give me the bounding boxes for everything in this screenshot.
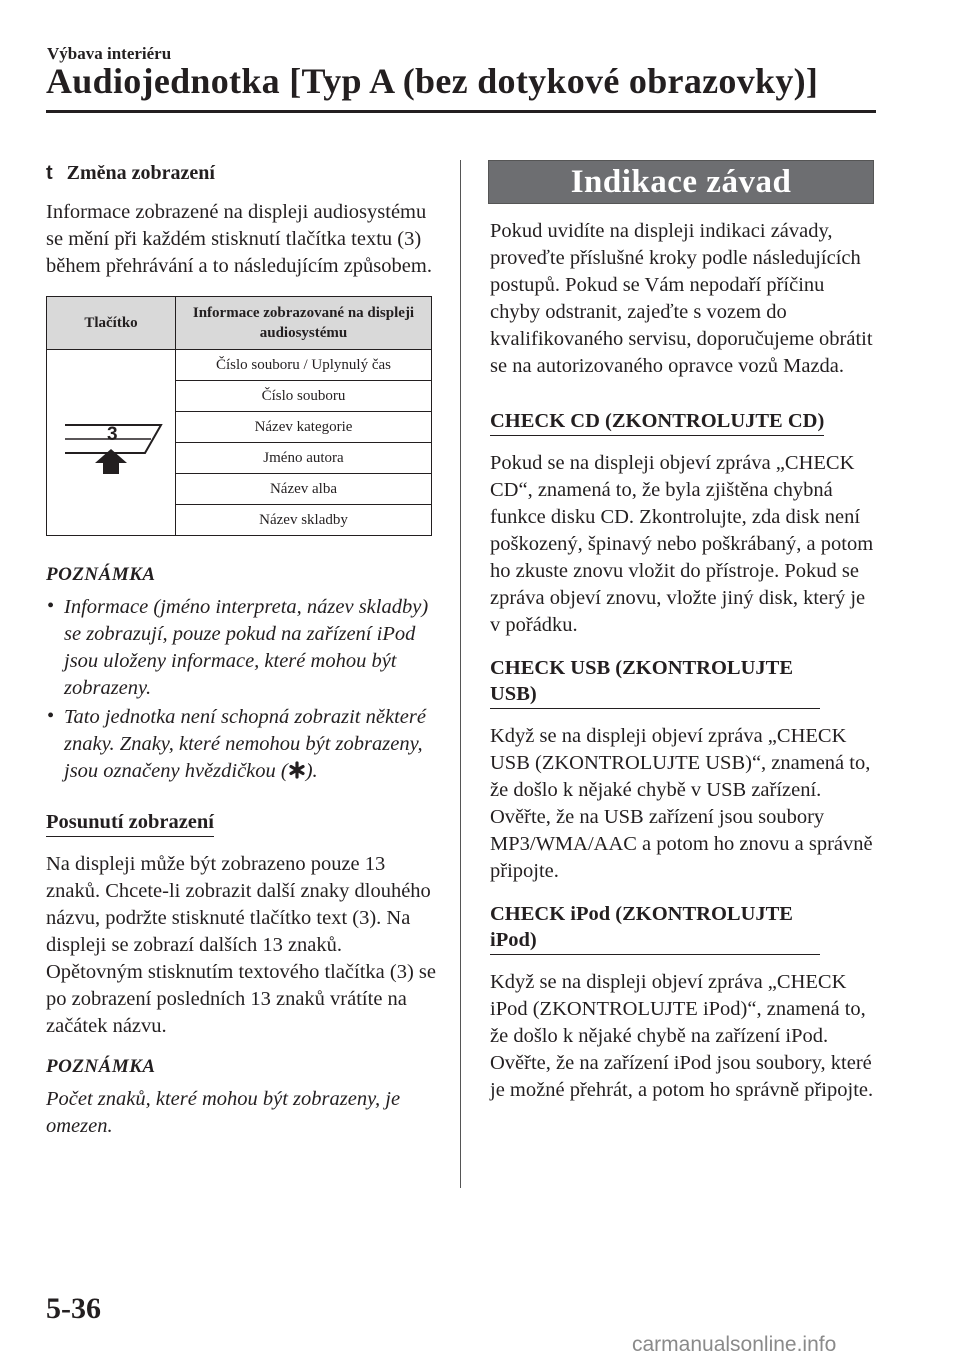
note-paren-open: ( <box>280 760 288 782</box>
scroll-display-text: Na displeji může být zobrazeno pouze 13 znaků. Chcete-li zobrazit další znaky dlouhého názvu, podržte stisknuté tlačítko text (3). Na displeji se zobrazí dalších 13 znaků. Opětovným stisknutím textového tlačítka (3) se po zobrazení posledních 13 znaků vrátíte na začátek názvu. <box>46 853 437 1037</box>
scroll-display-heading: Posunutí zobrazení <box>46 809 214 837</box>
display-info-table <box>46 296 432 536</box>
table-header-info: Informace zobrazované na displeji audiosystému <box>176 297 432 350</box>
section-label: Výbava interiéru <box>47 44 172 63</box>
check-ipod-heading: CHECK iPod (ZKONTROLUJTE iPod) <box>490 901 820 955</box>
table-row: Jméno autora <box>176 443 432 474</box>
table-row: Číslo souboru <box>176 381 432 412</box>
note-title: POZNÁMKA <box>46 564 156 585</box>
note-item <box>46 704 442 785</box>
check-ipod-text: Když se na displeji objeví zpráva „CHECK iPod (ZKONTROLUJTE iPod)“, znamená to, že došlo k nějaké chybě na zařízení iPod. Ověřte, že na zařízení iPod jsou soubory, které je možné přehrát, a potom ho správně připojte. <box>490 971 874 1101</box>
table-row: Název skladby <box>176 505 432 536</box>
change-display-intro: Informace zobrazené na displeji audiosystému se mění při každém stisknutí tlačítka textu (3) během přehrávání a to následujícím způsobem. <box>46 201 432 277</box>
note-text: Počet znaků, které mohou být zobrazeny, je omezen. <box>46 1088 401 1137</box>
check-usb-text: Když se na displeji objeví zpráva „CHECK USB (ZKONTROLUJTE USB)“, znamená to, že došlo k nějaké chybě v USB zařízení. Ověřte, že na USB zařízení jsou soubory MP3/WMA/AAC a potom ho znovu a správně připojte. <box>490 725 873 882</box>
check-cd-text: Pokud se na displeji objeví zpráva „CHECK CD“, znamená to, že byla zjištěna chybná funkce disku CD. Zkontrolujte, zda disk není poškozený, špinavý nebo poškrábaný, a potom ho zkuste znovu vložit do přístroje. Pokud se zpráva objeví znovu, vložte jiný disk, který je v pořádku. <box>490 452 874 636</box>
page-number: 5-36 <box>46 1292 101 1325</box>
table-header-button: Tlačítko <box>47 297 176 350</box>
note-title: POZNÁMKA <box>46 1056 156 1077</box>
column-divider <box>460 160 461 1188</box>
bullet-dot: • <box>47 705 55 727</box>
check-cd-heading: CHECK CD (ZKONTROLUJTE CD) <box>490 408 824 436</box>
note-item-text: Tato jednotka není schopná zobrazit některé znaky. Znaky, které nemohou být zobrazeny, jsou označeny hvězdičkou <box>64 706 426 782</box>
asterisk-icon <box>288 761 306 779</box>
note-list <box>46 594 442 785</box>
page-title: Audiojednotka [Typ A (bez dotykové obrazovky)] <box>46 61 819 101</box>
note-paren-close: ). <box>305 760 318 782</box>
table-row: Název alba <box>176 474 432 505</box>
table-row: Název kategorie <box>176 412 432 443</box>
right-column <box>490 160 878 1120</box>
change-display-heading <box>46 162 442 185</box>
button-illustration-cell <box>47 350 176 536</box>
text-button-icon <box>59 403 163 477</box>
malfunction-banner: Indikace závad <box>488 160 874 204</box>
note-item <box>46 594 442 702</box>
section-marker: t <box>46 162 53 184</box>
malfunction-intro: Pokud uvidíte na displeji indikaci závady, proveďte příslušné kroky podle následujících postupů. Pokud se Vám nepodaří příčinu chyby odstranit, zajeďte s vozem do kvalifikovaného servisu, doporučujeme obrátit se na autorizovaného opravce vozů Mazda. <box>490 220 873 377</box>
table-row: Číslo souboru / Uplynulý čas <box>176 350 432 381</box>
text-button-label: 3 <box>107 423 118 445</box>
left-column <box>46 160 442 1140</box>
header-rule <box>46 110 876 113</box>
change-display-heading-text: Změna zobrazení <box>66 162 215 184</box>
watermark: carmanualsonline.info <box>632 1333 837 1356</box>
bullet-dot: • <box>47 595 55 617</box>
check-usb-heading: CHECK USB (ZKONTROLUJTE USB) <box>490 655 820 709</box>
note-item-text: Informace (jméno interpreta, název skladby) se zobrazují, pouze pokud na zařízení iPod jsou uloženy informace, které mohou být zobrazeny. <box>64 596 429 699</box>
